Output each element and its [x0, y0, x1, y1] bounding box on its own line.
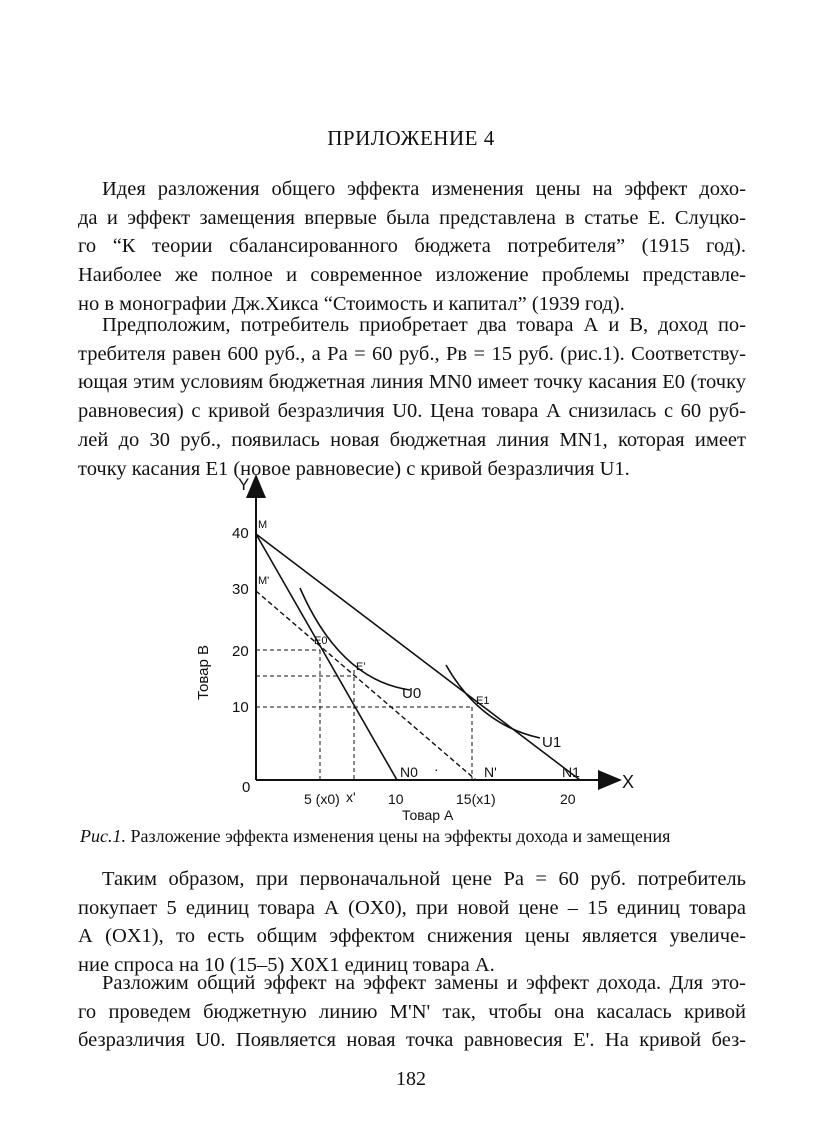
appendix-heading: ПРИЛОЖЕНИЕ 4 — [327, 126, 495, 150]
budget-line-mprime-nprime — [256, 591, 476, 780]
budget-line-mn0 — [256, 534, 397, 780]
text-line: го проведем бюджетную линию M'N' так, чтобы она касалась кривой — [78, 1000, 746, 1023]
caption-label: Рис.1. — [80, 826, 126, 846]
page-number: 182 — [396, 1068, 426, 1090]
indifference-curve-u1 — [446, 665, 540, 738]
text-line: Предположим, потребитель приобретает два товара А и В, доход по- — [102, 314, 746, 336]
text-line: но в монографии Дж.Хикса “Стоимость и капитал” (1939 год). — [78, 292, 625, 315]
paragraph-decomposition — [78, 969, 746, 1055]
y-tick-label: 40 — [232, 525, 249, 542]
label-u0: U0 — [402, 685, 422, 702]
y-tick-label: 10 — [232, 699, 249, 716]
text-line: покупает 5 единиц товара А (OX0), при новой цене – 15 единиц товара — [78, 896, 746, 919]
caption-text: Разложение эффекта изменения цены на эффекты дохода и замещения — [130, 826, 671, 846]
text-line: ние спроса на 10 (15–5) X0X1 единиц товара А. — [78, 954, 495, 977]
figure-caption — [80, 826, 760, 847]
x-tick-label: x' — [346, 789, 356, 805]
origin-label: 0 — [242, 779, 251, 796]
text-line: ющая этим условиям бюджетная линия MN0 имеет точку касания E0 (точку — [78, 371, 746, 394]
label-e1: E1 — [476, 695, 490, 707]
text-line: Идея разложения общего эффекта изменения цены на эффект дохо- — [102, 178, 746, 200]
stray-dot: · — [434, 761, 439, 777]
text-line: го “К теории сбалансированного бюджета потребителя” (1915 год). — [78, 235, 746, 258]
diagram-svg — [180, 470, 650, 830]
label-mprime: M' — [258, 575, 270, 587]
text-line: равновесия) с кривой безразличия U0. Цена товара А снизилась с 60 руб- — [78, 400, 746, 423]
label-nprime: N' — [484, 764, 497, 780]
y-tick-label: 20 — [232, 643, 249, 660]
text-line: точку касания E1 (новое равновесие) с кривой безразличия U1. — [78, 457, 630, 480]
text-line: Наиболее же полное и современное изложение проблемы представле- — [78, 264, 746, 287]
x-tick-label: 5 (x0) — [304, 791, 340, 807]
label-e0: E0 — [314, 635, 328, 647]
text-line: Разложим общий эффект на эффект замены и эффект дохода. Для это- — [102, 972, 746, 994]
text-line: да и эффект замещения впервые была представлена в статье Е. Слуцко- — [78, 206, 746, 229]
figure-price-effect-diagram — [180, 470, 650, 830]
y-tick-label: 30 — [232, 581, 249, 598]
x-tick-label: 15(x1) — [456, 791, 496, 807]
text-line: требителя равен 600 руб., а Pa = 60 руб., Pв = 15 руб. (рис.1). Соответству- — [78, 342, 746, 365]
x-tick-label: 20 — [560, 791, 576, 807]
label-u1: U1 — [542, 734, 562, 751]
label-n0: N0 — [400, 764, 418, 780]
axis-x-name: X — [622, 772, 635, 792]
text-line: А (OX1), то есть общим эффектом снижения цены является увеличе- — [78, 925, 746, 948]
axis-x-title: Товар А — [402, 807, 454, 823]
text-line: Таким образом, при первоначальной цене Pa = 60 руб. потребитель — [102, 868, 746, 890]
budget-line-mn1 — [256, 534, 580, 780]
paragraph-assumption — [78, 311, 746, 483]
axis-y-name: Y — [238, 475, 250, 494]
label-n1: N1 — [562, 764, 580, 780]
text-line: безразличия U0. Появляется новая точка равновесия E'. На кривой без- — [78, 1029, 746, 1052]
label-m: M — [258, 519, 268, 531]
axis-y-title: Товар В — [195, 645, 212, 700]
paragraph-conclusion — [78, 865, 746, 980]
text-line: лей до 30 руб., появилась новая бюджетная линия MN1, которая имеет — [78, 428, 746, 451]
paragraph-intro — [78, 175, 746, 319]
label-eprime: E' — [356, 661, 366, 673]
x-tick-label: 10 — [388, 791, 404, 807]
